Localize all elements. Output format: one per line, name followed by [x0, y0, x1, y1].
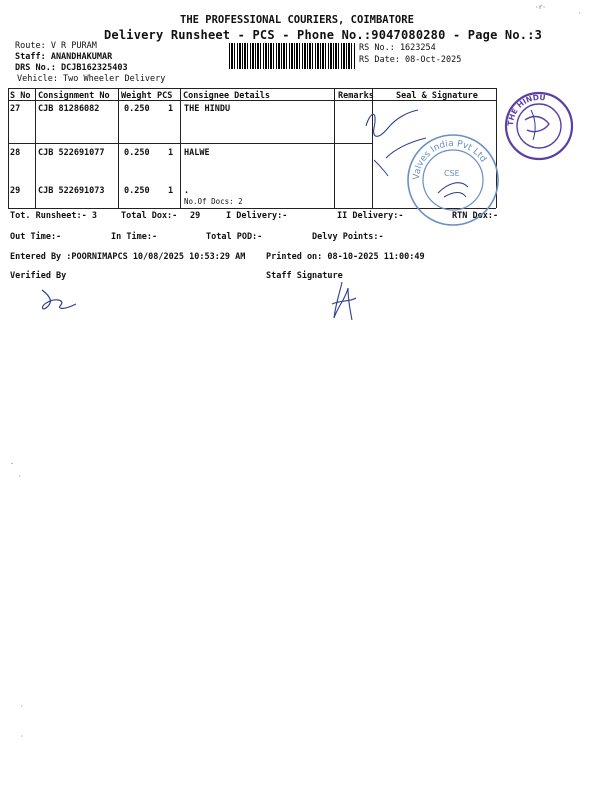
col-header-pcs: PCS	[157, 91, 173, 101]
row-pcs: 1	[168, 104, 174, 114]
consignee-seal-stamp	[503, 90, 575, 162]
svg-text:THE HINDU	[506, 93, 546, 126]
row-consignee: HALWE	[184, 148, 210, 158]
stamp-arc-text: THE HINDU	[505, 92, 546, 127]
company-title: THE PROFESSIONAL COURIERS, COIMBATORE	[180, 14, 414, 26]
row-consignment: CJB 81286082	[38, 104, 100, 114]
col-divider	[8, 88, 9, 208]
row-weight: 0.250	[124, 104, 150, 114]
col-divider	[334, 88, 335, 208]
seal-arc-text: Valves India Pvt Ltd	[411, 138, 488, 181]
row-pcs: 1	[168, 148, 174, 158]
col-divider	[35, 88, 36, 208]
rs-date: RS Date: 08-Oct-2025	[359, 55, 462, 65]
ii-delivery-label: II Delivery:-	[337, 211, 404, 221]
rtn-dox-label: RTN Dox:-	[452, 211, 499, 221]
staff-signature	[326, 280, 362, 324]
col-header-sno: S No	[10, 91, 31, 101]
row-consignee: .	[184, 186, 190, 196]
total-dox-label: Total Dox:-	[121, 211, 178, 221]
col-header-consignee: Consignee Details	[183, 91, 270, 101]
row-consignment: CJB 522691077	[38, 148, 105, 158]
col-header-consignment: Consignment No	[38, 91, 110, 101]
col-divider	[180, 88, 181, 208]
row-weight: 0.250	[124, 186, 150, 196]
row-weight: 0.250	[124, 148, 150, 158]
out-time-label: Out Time:-	[10, 232, 62, 242]
in-time-label: In Time:-	[111, 232, 158, 242]
total-pod-label: Total POD:-	[206, 232, 263, 242]
runsheet-title: Delivery Runsheet - PCS - Phone No.:9047080280 - Page No.:3	[104, 28, 543, 42]
row-doc-count: No.Of Docs: 2	[184, 197, 243, 206]
scan-speck: ·	[578, 10, 582, 17]
col-header-remarks: Remarks	[338, 91, 374, 101]
scan-speck: ·	[20, 733, 24, 740]
scan-speck: -	[10, 460, 14, 467]
staff-signature-label: Staff Signature	[266, 271, 343, 281]
company-seal-stamp	[404, 131, 502, 229]
delvy-points-label: Delvy Points:-	[312, 232, 384, 242]
row-sno: 29	[10, 186, 21, 196]
row-consignee: THE HINDU	[184, 104, 231, 114]
verified-by-label: Verified By	[10, 271, 67, 281]
verified-signature	[36, 286, 82, 314]
i-delivery-label: I Delivery:-	[226, 211, 288, 221]
seal-inner-text: CSE	[444, 169, 460, 178]
vehicle-label: Vehicle: Two Wheeler Delivery	[17, 74, 166, 84]
row-pcs: 1	[168, 186, 174, 196]
scan-speck: ·r·	[535, 4, 546, 11]
col-header-weight: Weight	[121, 91, 152, 101]
rs-number: RS No.: 1623254	[359, 43, 436, 53]
row-sno: 28	[10, 148, 21, 158]
row-divider	[8, 143, 373, 144]
printed-on: Printed on: 08-10-2025 11:00:49	[266, 252, 425, 262]
col-header-seal: Seal & Signature	[396, 91, 478, 101]
total-dox-value: 29	[190, 211, 201, 221]
barcode	[229, 43, 356, 69]
scan-speck: ·	[18, 473, 22, 480]
col-divider	[118, 88, 119, 208]
entered-by: Entered By :POORNIMAPCS 10/08/2025 10:53:29 AM	[10, 252, 246, 262]
row-sno: 27	[10, 104, 21, 114]
scan-speck: ·	[20, 703, 24, 710]
total-runsheet: Tot. Runsheet:- 3	[10, 211, 97, 221]
drs-number: DRS No.: DCJB162325403	[15, 63, 128, 73]
staff-label: Staff: ANANDHAKUMAR	[15, 52, 113, 62]
route-label: Route: V R PURAM	[15, 41, 97, 51]
row-consignment: CJB 522691073	[38, 186, 105, 196]
table-top-rule	[8, 88, 496, 89]
